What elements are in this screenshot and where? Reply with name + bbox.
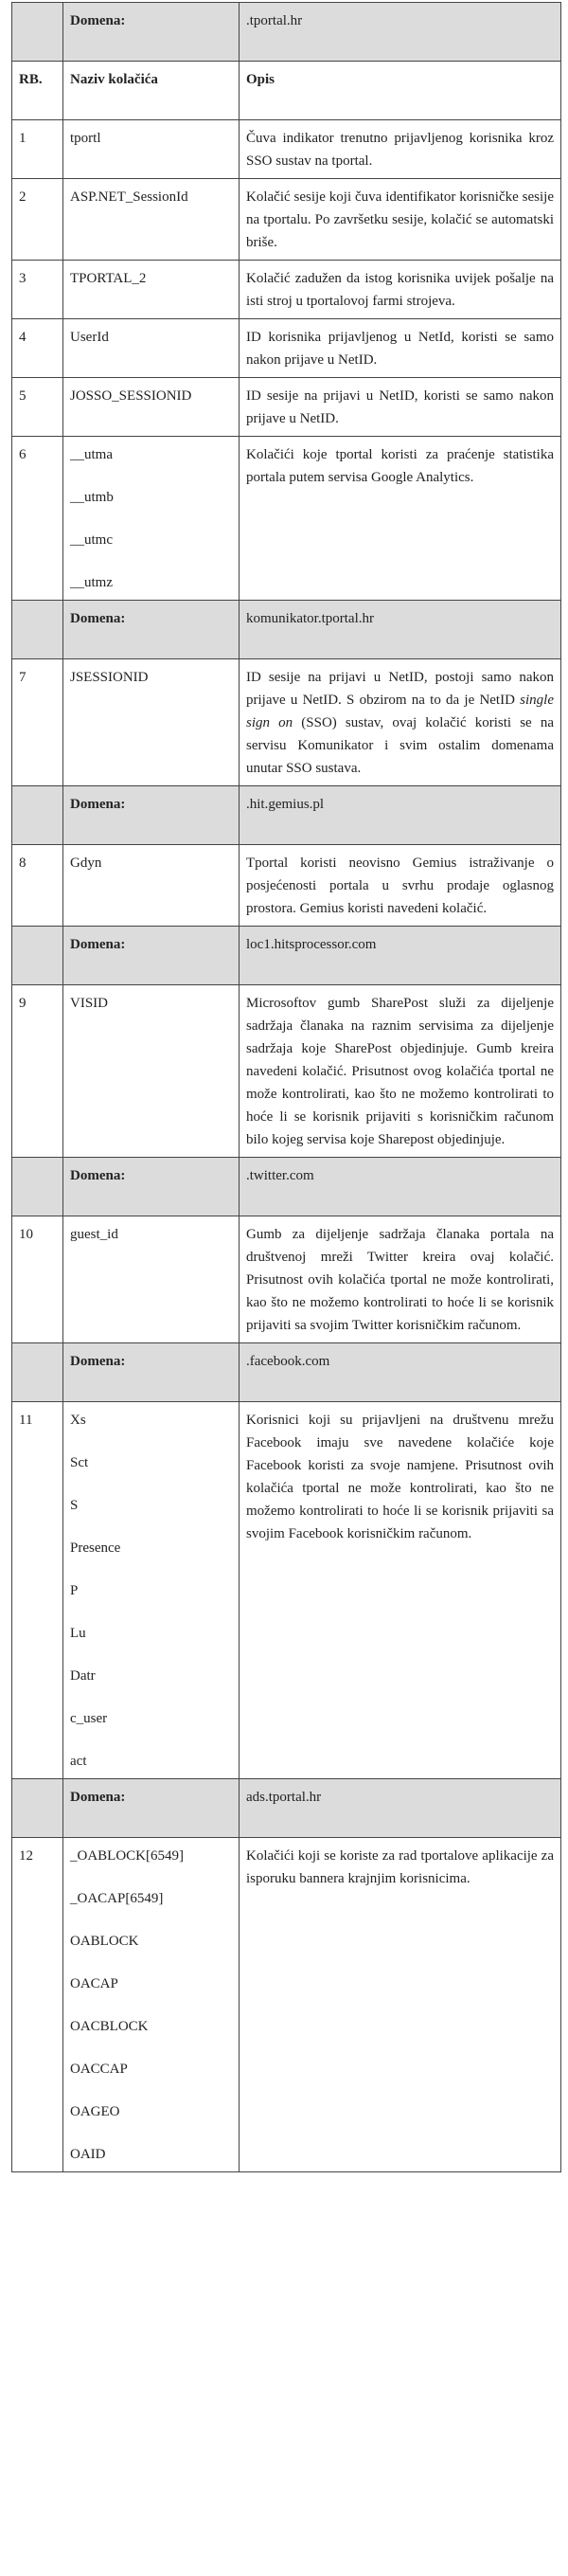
domain-row <box>12 601 561 659</box>
cookie-row <box>12 261 561 319</box>
domain-value: komunikator.tportal.hr <box>240 601 561 659</box>
cookie-name: _OACAP[6549] <box>70 1891 164 1906</box>
cookie-name: OACAP <box>70 1976 118 1991</box>
domain-value: ads.tportal.hr <box>240 1779 561 1838</box>
header-name: Naziv kolačića <box>63 62 240 120</box>
domain-empty-cell <box>12 1158 63 1216</box>
cookie-description: Kolačići koje tportal koristi za praćenje statistika portala putem servisa Google Analytics. <box>240 437 561 601</box>
cookie-name: Xs <box>70 1413 86 1428</box>
cookie-name: __utma <box>70 447 113 462</box>
cookie-name: __utmb <box>70 490 114 505</box>
domain-empty-cell <box>12 1779 63 1838</box>
cookie-row <box>12 1838 561 2172</box>
domain-empty-cell <box>12 3 63 62</box>
cookie-description: Tportal koristi neovisno Gemius istraživanje o posjećenosti portala u svrhu prodaje oglasnog prostora. Gemius koristi navedeni kolačić. <box>240 845 561 927</box>
cookie-table <box>11 2 561 2172</box>
cookie-name: TPORTAL_2 <box>70 271 147 286</box>
domain-row <box>12 927 561 985</box>
row-number: 7 <box>12 659 63 786</box>
domain-label: Domena: <box>63 3 240 62</box>
domain-value: .facebook.com <box>240 1343 561 1402</box>
cookie-names <box>63 378 240 437</box>
cookie-description <box>240 659 561 786</box>
cookie-description: Kolačić zadužen da istog korisnika uvijek pošalje na isti stroj u tportalovoj farmi strojeva. <box>240 261 561 319</box>
cookie-description: Kolačići koji se koriste za rad tportalove aplikacije za isporuku bannera krajnjim korisnicima. <box>240 1838 561 2172</box>
cookie-name: act <box>70 1754 87 1769</box>
cookie-name: OACBLOCK <box>70 2019 149 2034</box>
cookie-names <box>63 120 240 179</box>
cookie-name: VISID <box>70 996 108 1011</box>
header-rb: RB. <box>12 62 63 120</box>
row-number: 9 <box>12 985 63 1158</box>
cookie-names <box>63 179 240 261</box>
cookie-name: P <box>70 1583 79 1598</box>
row-number: 8 <box>12 845 63 927</box>
cookie-names <box>63 1216 240 1343</box>
cookie-name: Gdyn <box>70 856 102 871</box>
row-number: 6 <box>12 437 63 601</box>
cookie-name: guest_id <box>70 1227 118 1242</box>
cookie-name: OAGEO <box>70 2104 120 2119</box>
cookie-name: Lu <box>70 1626 86 1641</box>
domain-row <box>12 1779 561 1838</box>
header-row <box>12 62 561 120</box>
cookie-name: _OABLOCK[6549] <box>70 1848 184 1864</box>
cookie-name: OABLOCK <box>70 1934 139 1949</box>
domain-empty-cell <box>12 927 63 985</box>
domain-row <box>12 786 561 845</box>
cookie-description: ID sesije na prijavi u NetID, koristi se samo nakon prijave u NetID. <box>240 378 561 437</box>
cookie-description: Korisnici koji su prijavljeni na društvenu mrežu Facebook imaju sve navedene kolačiće koje Facebook koristi za svoje namjene. Prisutnost ovih kolačića tportal ne može kontrolirati, kao što ne možemo kontrolirati to hoće li se korisnik prijaviti sa svojim Facebook korisničkim računom. <box>240 1402 561 1779</box>
cookie-name: __utmz <box>70 575 113 590</box>
domain-row <box>12 1343 561 1402</box>
row-number: 4 <box>12 319 63 378</box>
row-number: 10 <box>12 1216 63 1343</box>
cookie-name: Presence <box>70 1540 121 1556</box>
cookie-description: Kolačić sesije koji čuva identifikator korisničke sesije na tportalu. Po završetku sesije, kolačić se automatski briše. <box>240 179 561 261</box>
domain-label: Domena: <box>63 786 240 845</box>
cookie-name: JOSSO_SESSIONID <box>70 388 192 404</box>
cookie-row <box>12 319 561 378</box>
domain-row <box>12 1158 561 1216</box>
cookie-description: ID korisnika prijavljenog u NetId, koristi se samo nakon prijave u NetID. <box>240 319 561 378</box>
cookie-name: __utmc <box>70 532 113 548</box>
cookie-row <box>12 437 561 601</box>
row-number: 3 <box>12 261 63 319</box>
cookie-name: c_user <box>70 1711 108 1726</box>
cookie-names <box>63 845 240 927</box>
row-number: 12 <box>12 1838 63 2172</box>
domain-label: Domena: <box>63 1779 240 1838</box>
cookie-table-body <box>12 3 561 2172</box>
cookie-names <box>63 261 240 319</box>
domain-empty-cell <box>12 601 63 659</box>
desc-italic: single sign on <box>246 693 554 730</box>
cookie-name: UserId <box>70 330 109 345</box>
cookie-name: OAID <box>70 2147 106 2162</box>
domain-label: Domena: <box>63 1158 240 1216</box>
cookie-name: Sct <box>70 1455 89 1470</box>
cookie-row <box>12 845 561 927</box>
cookie-description: Gumb za dijeljenje sadržaja članaka portala na društvenoj mreži Twitter kreira ovaj kolačić. Prisutnost ovih kolačića tportal ne može kontrolirati, kao što ne možemo kontrolirati to hoće li se korisnik prijaviti sa svojim Twitter korisničkim računom. <box>240 1216 561 1343</box>
cookie-row <box>12 1402 561 1779</box>
cookie-row <box>12 378 561 437</box>
domain-label: Domena: <box>63 601 240 659</box>
cookie-names <box>63 319 240 378</box>
domain-label: Domena: <box>63 927 240 985</box>
cookie-names <box>63 985 240 1158</box>
cookie-name: S <box>70 1498 79 1513</box>
domain-empty-cell <box>12 1343 63 1402</box>
cookie-name: OACCAP <box>70 2062 128 2077</box>
cookie-name: Datr <box>70 1668 96 1684</box>
cookie-row <box>12 985 561 1158</box>
cookie-names <box>63 1402 240 1779</box>
domain-value: .twitter.com <box>240 1158 561 1216</box>
header-desc: Opis <box>240 62 561 120</box>
domain-value: .hit.gemius.pl <box>240 786 561 845</box>
cookie-name: tportl <box>70 131 101 146</box>
cookie-names <box>63 437 240 601</box>
cookie-row <box>12 179 561 261</box>
cookie-names <box>63 1838 240 2172</box>
domain-empty-cell <box>12 786 63 845</box>
cookie-row <box>12 659 561 786</box>
domain-label: Domena: <box>63 1343 240 1402</box>
domain-value: .tportal.hr <box>240 3 561 62</box>
row-number: 2 <box>12 179 63 261</box>
cookie-names <box>63 659 240 786</box>
row-number: 11 <box>12 1402 63 1779</box>
cookie-name: ASP.NET_SessionId <box>70 189 188 205</box>
domain-value: loc1.hitsprocessor.com <box>240 927 561 985</box>
domain-row <box>12 3 561 62</box>
cookie-row <box>12 120 561 179</box>
cookie-description: Čuva indikator trenutno prijavljenog korisnika kroz SSO sustav na tportal. <box>240 120 561 179</box>
desc-part: ID sesije na prijavi u NetID, postoji samo nakon prijave u NetID. S obzirom na to da je NetID <box>246 670 554 708</box>
row-number: 1 <box>12 120 63 179</box>
cookie-row <box>12 1216 561 1343</box>
cookie-name: JSESSIONID <box>70 670 149 685</box>
cookie-description: Microsoftov gumb SharePost služi za dijeljenje sadržaja članaka na raznim servisima za dijeljenje sadržaja koje SharePost objedinjuje. Gumb kreira navedeni kolačić. Prisutnost ovog kolačića tportal ne može kontrolirati, kao što ne možemo kontrolirati to hoće li se korisnik prijaviti s korisničkim računom bilo kojeg servisa koje Sharepost objedinjuje. <box>240 985 561 1158</box>
desc-part: (SSO) sustav, ovaj kolačić koristi se na servisu Komunikator i svim ostalim domenama unutar SSO sustava. <box>246 715 554 776</box>
row-number: 5 <box>12 378 63 437</box>
